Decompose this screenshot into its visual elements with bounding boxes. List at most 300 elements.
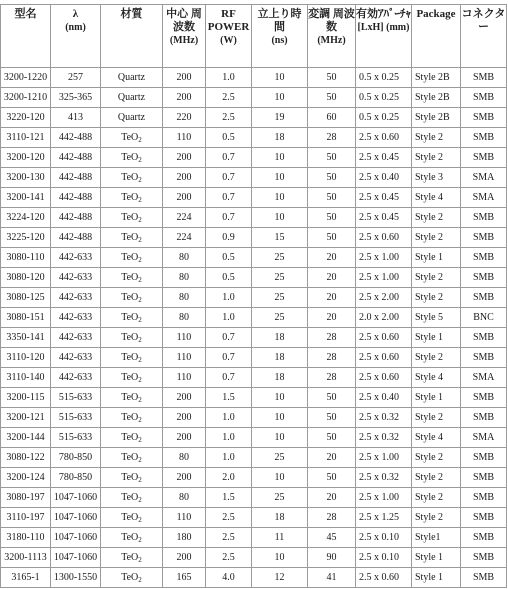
cell-material: TeO$_2$ [101,128,163,148]
cell-modulation-frequency: 50 [308,188,356,208]
cell-rf-power: 0.7 [206,148,252,168]
cell-rise-time: 25 [252,248,308,268]
cell-modulation-frequency: 20 [308,248,356,268]
cell-connector: SMB [461,248,507,268]
cell-connector: SMA [461,168,507,188]
cell-aperture: 2.5 x 0.60 [356,368,412,388]
cell-modulation-frequency: 50 [308,88,356,108]
table-row [1,128,507,148]
cell-rf-power: 2.5 [206,508,252,528]
cell-modulation-frequency: 28 [308,328,356,348]
cell-rise-time: 10 [252,88,308,108]
table-row [1,348,507,368]
col-unit: [LxH] (mm) [357,22,410,33]
cell-wavelength: 442-633 [51,268,101,288]
cell-center-frequency: 224 [163,228,206,248]
cell-connector: SMB [461,268,507,288]
cell-wavelength: 1047-1060 [51,548,101,568]
cell-center-frequency: 200 [163,428,206,448]
table-body [1,68,507,588]
cell-center-frequency: 220 [163,108,206,128]
cell-material: TeO$_2$ [101,208,163,228]
cell-rf-power: 0.5 [206,268,252,288]
cell-model: 3080-120 [1,268,51,288]
cell-connector: SMB [461,408,507,428]
cell-connector: SMB [461,468,507,488]
cell-connector: SMB [461,488,507,508]
cell-model: 3200-115 [1,388,51,408]
cell-center-frequency: 110 [163,508,206,528]
cell-package: Style1 [412,528,461,548]
cell-wavelength: 442-633 [51,368,101,388]
cell-model: 3220-120 [1,108,51,128]
cell-aperture: 2.5 x 1.00 [356,268,412,288]
cell-rf-power: 2.5 [206,548,252,568]
cell-model: 3200-1210 [1,88,51,108]
col-header-rf-power [206,5,252,68]
cell-model: 3080-110 [1,248,51,268]
cell-wavelength: 442-633 [51,348,101,368]
cell-connector: SMB [461,508,507,528]
cell-package: Style 2 [412,288,461,308]
cell-aperture: 2.5 x 0.45 [356,148,412,168]
cell-wavelength: 442-633 [51,308,101,328]
col-label: 有効ｱﾊﾟｰﾁｬ [356,8,411,20]
cell-modulation-frequency: 50 [308,168,356,188]
cell-package: Style 1 [412,568,461,588]
table-row [1,248,507,268]
cell-aperture: 0.5 x 0.25 [356,68,412,88]
cell-connector: SMB [461,528,507,548]
col-header-aperture [356,5,412,68]
cell-model: 3225-120 [1,228,51,248]
cell-material: TeO$_2$ [101,488,163,508]
cell-package: Style 2 [412,508,461,528]
cell-model: 3200-124 [1,468,51,488]
cell-package: Style 2 [412,468,461,488]
cell-connector: SMB [461,228,507,248]
cell-center-frequency: 165 [163,568,206,588]
cell-center-frequency: 110 [163,348,206,368]
cell-rise-time: 18 [252,128,308,148]
cell-center-frequency: 200 [163,168,206,188]
cell-wavelength: 442-633 [51,288,101,308]
cell-aperture: 2.5 x 0.45 [356,188,412,208]
cell-model: 3200-130 [1,168,51,188]
cell-rise-time: 10 [252,208,308,228]
cell-rise-time: 18 [252,348,308,368]
cell-center-frequency: 200 [163,408,206,428]
cell-modulation-frequency: 50 [308,388,356,408]
cell-aperture: 2.5 x 0.60 [356,568,412,588]
cell-material: TeO$_2$ [101,228,163,248]
cell-material: TeO$_2$ [101,248,163,268]
cell-rf-power: 0.7 [206,208,252,228]
cell-rf-power: 0.7 [206,368,252,388]
table-row [1,388,507,408]
cell-wavelength: 442-488 [51,168,101,188]
cell-model: 3180-110 [1,528,51,548]
cell-rise-time: 25 [252,448,308,468]
cell-material: TeO$_2$ [101,308,163,328]
cell-center-frequency: 110 [163,128,206,148]
cell-center-frequency: 110 [163,328,206,348]
cell-modulation-frequency: 41 [308,568,356,588]
cell-material: TeO$_2$ [101,368,163,388]
cell-aperture: 2.5 x 0.32 [356,468,412,488]
cell-connector: SMB [461,88,507,108]
cell-rf-power: 0.7 [206,168,252,188]
cell-material: TeO$_2$ [101,408,163,428]
cell-modulation-frequency: 28 [308,348,356,368]
cell-wavelength: 1047-1060 [51,488,101,508]
cell-wavelength: 1300-1550 [51,568,101,588]
cell-model: 3110-121 [1,128,51,148]
table-row [1,148,507,168]
cell-rise-time: 12 [252,568,308,588]
col-header-modulation-frequency [308,5,356,68]
cell-package: Style 3 [412,168,461,188]
cell-package: Style 4 [412,188,461,208]
cell-wavelength: 442-488 [51,188,101,208]
cell-rise-time: 15 [252,228,308,248]
col-label: λ [72,8,79,20]
table-row [1,428,507,448]
cell-modulation-frequency: 20 [308,288,356,308]
cell-aperture: 2.5 x 1.00 [356,248,412,268]
cell-material: TeO$_2$ [101,328,163,348]
cell-rf-power: 0.5 [206,248,252,268]
cell-package: Style 1 [412,328,461,348]
cell-wavelength: 780-850 [51,468,101,488]
cell-rf-power: 1.0 [206,68,252,88]
cell-rise-time: 11 [252,528,308,548]
cell-aperture: 2.5 x 0.10 [356,528,412,548]
cell-center-frequency: 80 [163,308,206,328]
cell-aperture: 0.5 x 0.25 [356,108,412,128]
cell-package: Style 2B [412,88,461,108]
cell-aperture: 2.5 x 1.00 [356,488,412,508]
cell-connector: SMA [461,188,507,208]
cell-package: Style 4 [412,428,461,448]
cell-modulation-frequency: 28 [308,508,356,528]
cell-package: Style 2 [412,348,461,368]
cell-aperture: 2.5 x 0.32 [356,428,412,448]
cell-connector: SMB [461,328,507,348]
cell-modulation-frequency: 50 [308,68,356,88]
cell-wavelength: 780-850 [51,448,101,468]
cell-model: 3165-1 [1,568,51,588]
cell-rf-power: 0.7 [206,188,252,208]
cell-rf-power: 1.0 [206,448,252,468]
table-row [1,228,507,248]
col-label: 型名 [14,8,37,20]
cell-rise-time: 10 [252,388,308,408]
cell-rise-time: 19 [252,108,308,128]
cell-model: 3200-1113 [1,548,51,568]
cell-modulation-frequency: 50 [308,428,356,448]
header-row [1,5,507,68]
cell-modulation-frequency: 60 [308,108,356,128]
cell-aperture: 2.5 x 0.40 [356,168,412,188]
cell-aperture: 2.5 x 0.60 [356,228,412,248]
table-row [1,108,507,128]
table-row [1,68,507,88]
cell-modulation-frequency: 50 [308,408,356,428]
cell-rise-time: 10 [252,68,308,88]
cell-material: TeO$_2$ [101,528,163,548]
table-row [1,268,507,288]
cell-modulation-frequency: 20 [308,448,356,468]
cell-wavelength: 442-488 [51,128,101,148]
cell-model: 3080-151 [1,308,51,328]
cell-wavelength: 515-633 [51,408,101,428]
cell-connector: BNC [461,308,507,328]
cell-aperture: 2.5 x 0.10 [356,548,412,568]
cell-wavelength: 442-488 [51,228,101,248]
cell-wavelength: 1047-1060 [51,528,101,548]
cell-rf-power: 1.0 [206,288,252,308]
cell-rise-time: 25 [252,288,308,308]
cell-rise-time: 18 [252,368,308,388]
cell-aperture: 2.5 x 0.32 [356,408,412,428]
cell-rise-time: 10 [252,168,308,188]
cell-rf-power: 1.5 [206,488,252,508]
cell-model: 3110-197 [1,508,51,528]
table-row [1,528,507,548]
cell-model: 3080-197 [1,488,51,508]
cell-package: Style 1 [412,388,461,408]
cell-rf-power: 4.0 [206,568,252,588]
cell-package: Style 2 [412,208,461,228]
cell-modulation-frequency: 50 [308,468,356,488]
cell-material: TeO$_2$ [101,468,163,488]
cell-rf-power: 2.5 [206,528,252,548]
cell-rf-power: 0.5 [206,128,252,148]
col-label: 中心 周波数 [166,8,202,33]
cell-material: TeO$_2$ [101,508,163,528]
cell-rf-power: 0.7 [206,328,252,348]
col-unit: (ns) [271,35,288,46]
cell-package: Style 2 [412,448,461,468]
cell-center-frequency: 180 [163,528,206,548]
table-row [1,88,507,108]
cell-aperture: 2.5 x 2.00 [356,288,412,308]
cell-rise-time: 25 [252,488,308,508]
cell-package: Style 4 [412,368,461,388]
col-label: 立上り時 間 [257,8,302,33]
cell-package: Style 1 [412,548,461,568]
cell-rise-time: 18 [252,328,308,348]
cell-model: 3200-144 [1,428,51,448]
cell-package: Style 2 [412,148,461,168]
spec-table [0,4,507,588]
cell-package: Style 1 [412,248,461,268]
col-label: コネクター [461,8,506,33]
cell-material: Quartz [101,88,163,108]
cell-center-frequency: 80 [163,268,206,288]
cell-material: TeO$_2$ [101,348,163,368]
cell-rise-time: 10 [252,548,308,568]
col-header-model [1,5,51,68]
cell-connector: SMB [461,388,507,408]
cell-connector: SMB [461,548,507,568]
col-header-wavelength [51,5,101,68]
col-header-rise-time [252,5,308,68]
table-row [1,308,507,328]
cell-aperture: 2.5 x 1.25 [356,508,412,528]
cell-center-frequency: 80 [163,288,206,308]
cell-connector: SMB [461,448,507,468]
cell-rf-power: 2.5 [206,108,252,128]
col-unit: (nm) [65,22,86,33]
cell-modulation-frequency: 50 [308,208,356,228]
cell-wavelength: 413 [51,108,101,128]
table-row [1,568,507,588]
cell-material: TeO$_2$ [101,288,163,308]
cell-modulation-frequency: 20 [308,488,356,508]
cell-connector: SMB [461,148,507,168]
table-row [1,508,507,528]
cell-rise-time: 10 [252,468,308,488]
cell-center-frequency: 200 [163,148,206,168]
table-row [1,448,507,468]
table-row [1,468,507,488]
cell-package: Style 2 [412,268,461,288]
cell-center-frequency: 200 [163,188,206,208]
cell-center-frequency: 80 [163,248,206,268]
cell-aperture: 2.5 x 0.60 [356,128,412,148]
cell-center-frequency: 110 [163,368,206,388]
table-row [1,408,507,428]
cell-modulation-frequency: 20 [308,308,356,328]
cell-connector: SMB [461,68,507,88]
cell-rf-power: 0.9 [206,228,252,248]
cell-rise-time: 10 [252,408,308,428]
col-unit: (W) [220,35,237,46]
cell-model: 3200-120 [1,148,51,168]
cell-aperture: 2.5 x 0.40 [356,388,412,408]
cell-material: TeO$_2$ [101,148,163,168]
col-label: Package [416,8,456,20]
cell-material: TeO$_2$ [101,188,163,208]
cell-model: 3200-141 [1,188,51,208]
cell-rise-time: 25 [252,308,308,328]
cell-center-frequency: 80 [163,448,206,468]
cell-rf-power: 2.5 [206,88,252,108]
cell-connector: SMA [461,368,507,388]
cell-wavelength: 515-633 [51,388,101,408]
cell-package: Style 2 [412,128,461,148]
cell-package: Style 2B [412,108,461,128]
cell-material: TeO$_2$ [101,448,163,468]
cell-modulation-frequency: 20 [308,268,356,288]
cell-wavelength: 442-488 [51,148,101,168]
cell-aperture: 0.5 x 0.25 [356,88,412,108]
cell-rise-time: 10 [252,428,308,448]
cell-connector: SMB [461,348,507,368]
cell-rf-power: 0.7 [206,348,252,368]
cell-aperture: 2.5 x 0.45 [356,208,412,228]
cell-rf-power: 2.0 [206,468,252,488]
cell-model: 3080-125 [1,288,51,308]
cell-material: Quartz [101,68,163,88]
cell-wavelength: 325-365 [51,88,101,108]
cell-model: 3350-141 [1,328,51,348]
cell-modulation-frequency: 50 [308,148,356,168]
cell-center-frequency: 200 [163,468,206,488]
col-unit: (MHz) [317,35,346,46]
cell-wavelength: 442-488 [51,208,101,228]
cell-material: Quartz [101,108,163,128]
cell-connector: SMB [461,288,507,308]
cell-connector: SMB [461,208,507,228]
table-row [1,368,507,388]
cell-material: TeO$_2$ [101,548,163,568]
cell-modulation-frequency: 28 [308,128,356,148]
col-label: 変調 周波数 [308,8,355,33]
cell-package: Style 2B [412,68,461,88]
cell-connector: SMA [461,428,507,448]
col-label: RF POWER [207,8,250,33]
col-header-material [101,5,163,68]
cell-connector: SMB [461,128,507,148]
cell-wavelength: 515-633 [51,428,101,448]
cell-package: Style 2 [412,228,461,248]
cell-rf-power: 1.0 [206,408,252,428]
table-row [1,328,507,348]
cell-wavelength: 442-633 [51,328,101,348]
table-row [1,168,507,188]
cell-center-frequency: 80 [163,488,206,508]
col-header-center-frequency [163,5,206,68]
cell-rise-time: 25 [252,268,308,288]
cell-wavelength: 1047-1060 [51,508,101,528]
cell-rf-power: 1.5 [206,388,252,408]
cell-material: TeO$_2$ [101,428,163,448]
cell-center-frequency: 200 [163,68,206,88]
col-unit: (MHz) [169,35,199,46]
cell-rise-time: 10 [252,148,308,168]
cell-material: TeO$_2$ [101,168,163,188]
cell-center-frequency: 224 [163,208,206,228]
table-row [1,188,507,208]
cell-connector: SMB [461,108,507,128]
col-header-package [412,5,461,68]
table-row [1,208,507,228]
cell-model: 3110-120 [1,348,51,368]
cell-rise-time: 18 [252,508,308,528]
cell-package: Style 2 [412,488,461,508]
cell-material: TeO$_2$ [101,268,163,288]
cell-model: 3224-120 [1,208,51,228]
cell-package: Style 5 [412,308,461,328]
cell-aperture: 2.5 x 0.60 [356,328,412,348]
cell-wavelength: 442-633 [51,248,101,268]
cell-wavelength: 257 [51,68,101,88]
cell-modulation-frequency: 28 [308,368,356,388]
cell-aperture: 2.5 x 1.00 [356,448,412,468]
cell-aperture: 2.5 x 0.60 [356,348,412,368]
cell-modulation-frequency: 90 [308,548,356,568]
cell-rf-power: 1.0 [206,308,252,328]
col-label: 材質 [120,8,143,20]
cell-modulation-frequency: 45 [308,528,356,548]
cell-center-frequency: 200 [163,548,206,568]
cell-rf-power: 1.0 [206,428,252,448]
cell-center-frequency: 200 [163,88,206,108]
cell-rise-time: 10 [252,188,308,208]
